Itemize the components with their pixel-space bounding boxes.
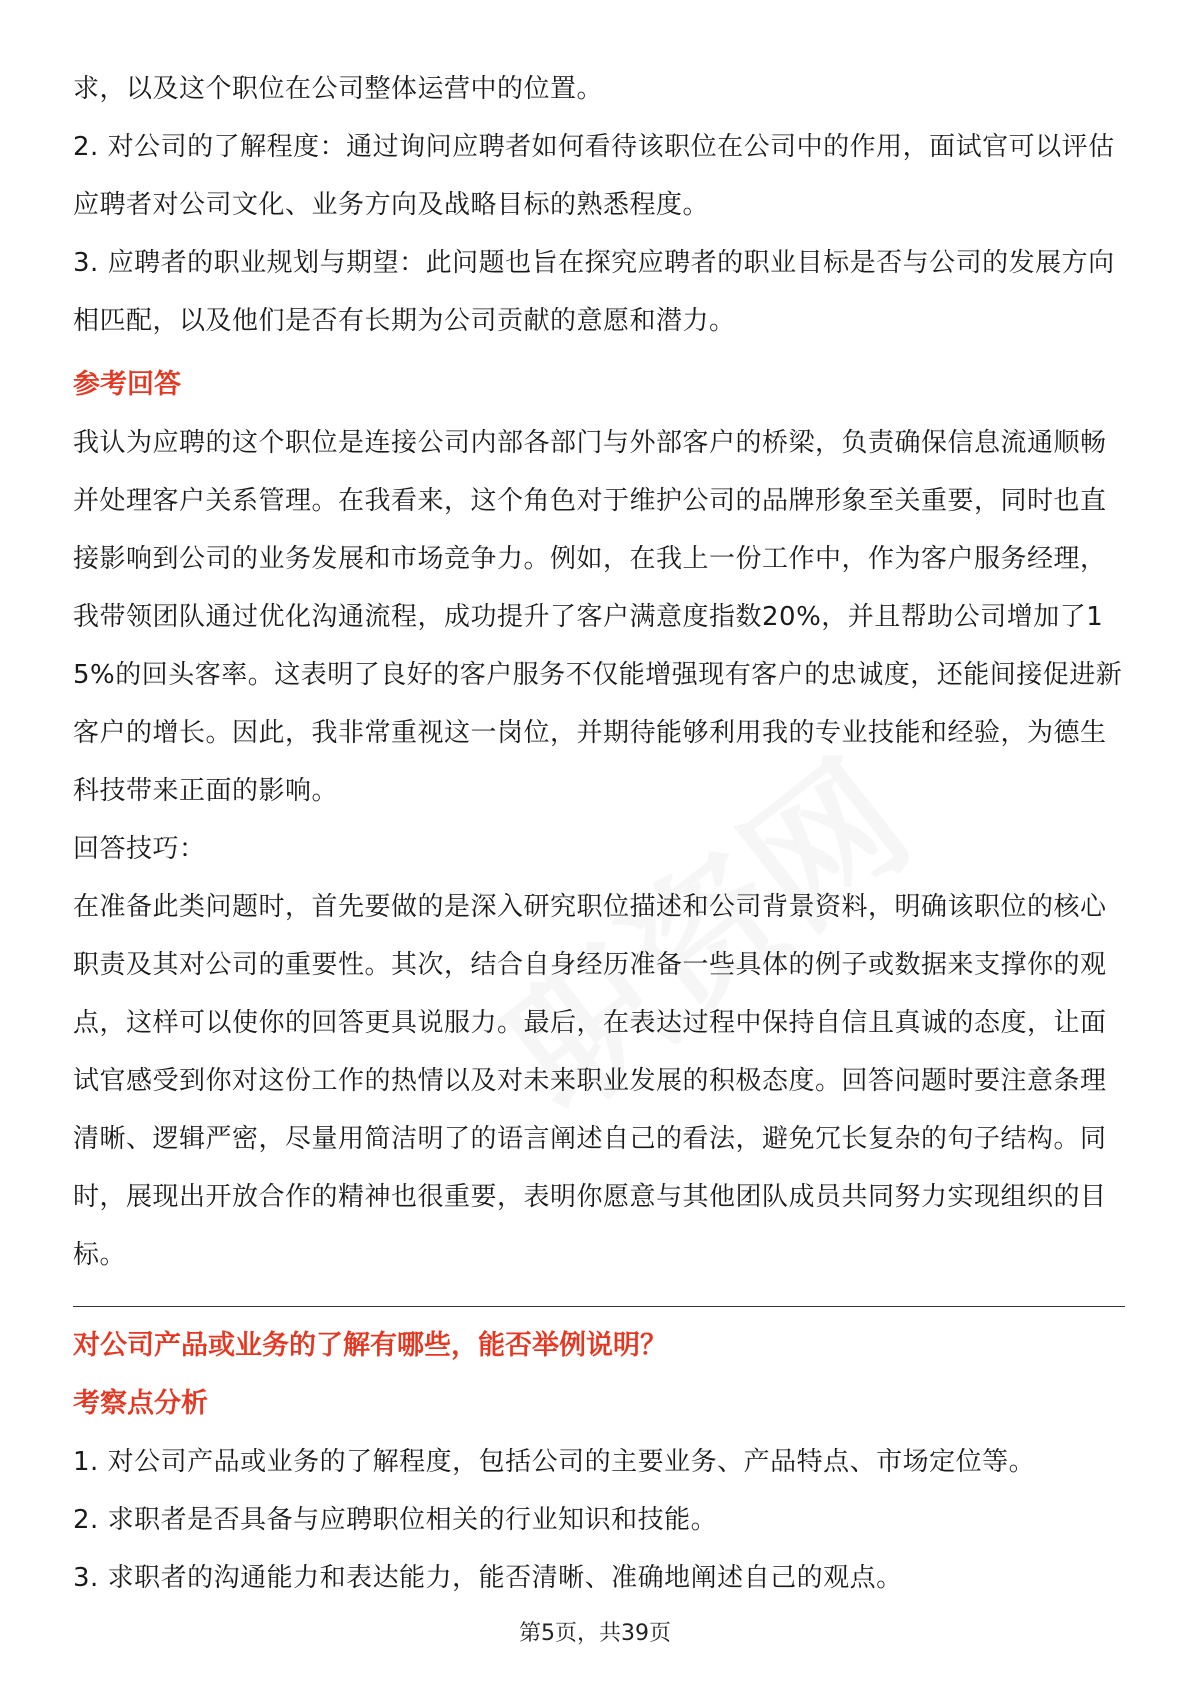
question-title: 对公司产品或业务的了解有哪些，能否举例说明？ — [73, 1330, 667, 1361]
tips-heading: 回答技巧： — [73, 834, 206, 864]
question2-point-3: 3. 求职者的沟通能力和表达能力，能否清晰、准确地阐述自己的观点。 — [73, 1563, 903, 1593]
continuation-text: 求，以及这个职位在公司整体运营中的位置。 — [73, 74, 604, 104]
section-divider — [73, 1306, 1125, 1307]
page-number: 第5页，共39页 — [519, 1621, 671, 1646]
reference-answer-text: 我认为应聘的这个职位是连接公司内部各部门与外部客户的桥梁，负责确保信息流通顺畅并处理客户关系管理。在我看来，这个角色对于维护公司的品牌形象至关重要，同时也直接影响到公司的业务发展和市场竞争力。例如，在我上一份工作中，作为客户服务经理，我带领团队通过优化沟通流程，成功提升了客户满意度指数20%，并且帮助公司增加了15%的回头客率。这表明了良好的客户服务不仅能增强现有客户的忠诚度，还能间接促进新客户的增长。因此，我非常重视这一岗位，并期待能够利用我的专业技能和经验，为德生科技带来正面的影响。 — [73, 428, 1123, 806]
page-content — [73, 60, 1125, 1607]
tips-text: 在准备此类问题时，首先要做的是深入研究职位描述和公司背景资料，明确该职位的核心职责及其对公司的重要性。其次，结合自身经历准备一些具体的例子或数据来支撑你的观点，这样可以使你的回答更具说服力。最后，在表达过程中保持自信且真诚的态度，让面试官感受到你对这份工作的热情以及对未来职业发展的积极态度。回答问题时要注意条理清晰、逻辑严密，尽量用简洁明了的语言阐述自己的看法，避免冗长复杂的句子结构。同时，展现出开放合作的精神也很重要，表明你愿意与其他团队成员共同努力实现组织的目标。 — [73, 892, 1107, 1270]
analysis-point-2: 2. 对公司的了解程度：通过询问应聘者如何看待该职位在公司中的作用，面试官可以评估应聘者对公司文化、业务方向及战略目标的熟悉程度。 — [73, 132, 1115, 220]
question2-point-1: 1. 对公司产品或业务的了解程度，包括公司的主要业务、产品特点、市场定位等。 — [73, 1447, 1036, 1477]
reference-answer-heading: 参考回答 — [73, 369, 181, 400]
analysis-heading: 考察点分析 — [73, 1388, 208, 1419]
analysis-point-3: 3. 应聘者的职业规划与期望：此问题也旨在探究应聘者的职业目标是否与公司的发展方向相匹配，以及他们是否有长期为公司贡献的意愿和潜力。 — [73, 248, 1115, 336]
question2-point-2: 2. 求职者是否具备与应聘职位相关的行业知识和技能。 — [73, 1505, 718, 1535]
